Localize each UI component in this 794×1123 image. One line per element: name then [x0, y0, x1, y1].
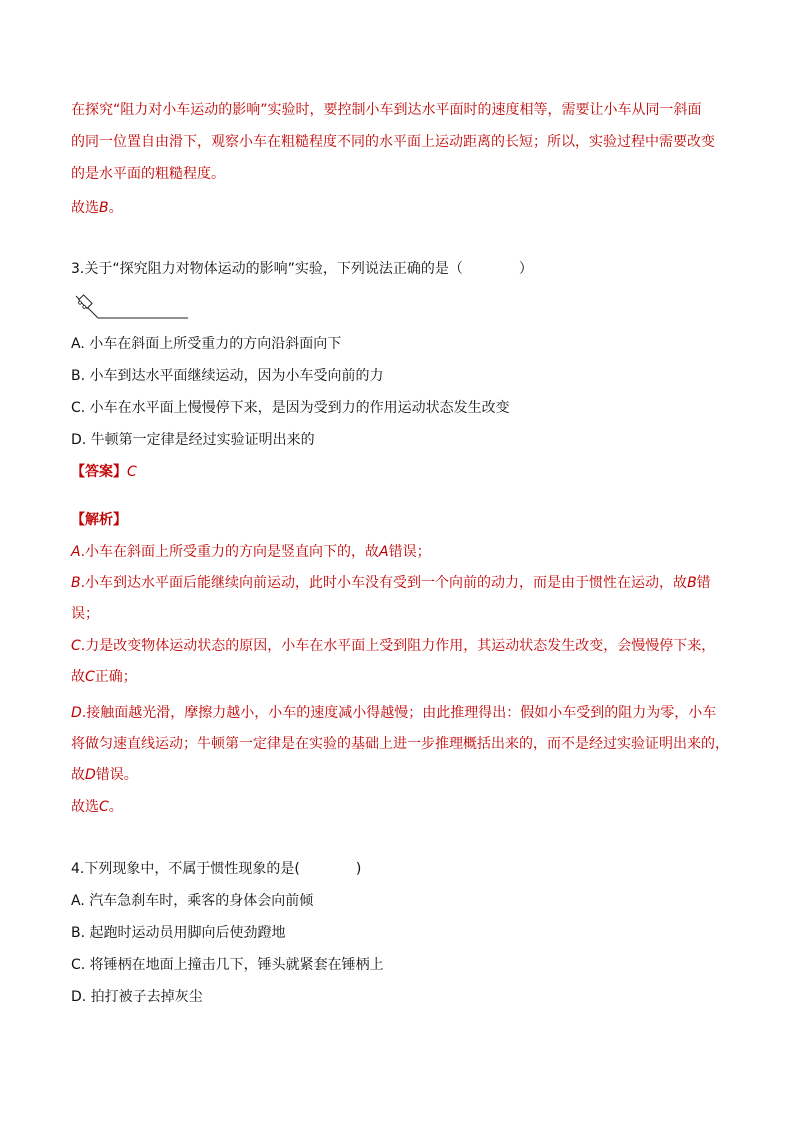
q3-analysis-label: 【解析】 [71, 512, 127, 528]
q3-stem: 3.关于“探究阻力对物体运动的影响”实验，下列说法正确的是（ ） [71, 261, 533, 277]
analysis-c-letter: C [71, 638, 81, 654]
q3-option-c: C. 小车在水平面上慢慢停下来，是因为受到力的作用运动状态发生改变 [71, 400, 510, 416]
conclusion-prefix: 故选 [71, 200, 99, 216]
conclusion-suffix: 。 [108, 799, 123, 815]
analysis-c-prefix: 故 [71, 669, 85, 685]
analysis-c-line-2 [71, 667, 137, 687]
analysis-c-line-1 [71, 636, 715, 656]
analysis-b-line-2: 误； [71, 606, 99, 622]
q4-option-b: B. 起跑时运动员用脚向后使劲蹬地 [71, 925, 286, 941]
q4-option-d: D. 拍打被子去掉灰尘 [71, 989, 203, 1005]
analysis-b-tail: 错 [696, 575, 711, 591]
conclusion-letter: C [99, 799, 109, 815]
q4-option-a: A. 汽车急刹车时，乘客的身体会向前倾 [71, 893, 314, 909]
analysis-d-tail: 错误。 [95, 767, 138, 783]
analysis-d-line-2: 将做匀速直线运动；牛顿第一定律是在实验的基础上进一步推理概括出来的，而不是经过实验证明出来的， [71, 736, 729, 752]
explanation-line-2: 的同一位置自由滑下，观察小车在粗糙程度不同的水平面上运动距离的长短；所以，实验过程中需要改变 [71, 134, 715, 150]
analysis-c-text: .力是改变物体运动状态的原因，小车在水平面上受到阻力作用，其运动状态发生改变，会慢慢停下来， [80, 638, 716, 654]
cart-shape [77, 295, 92, 310]
analysis-a-line [71, 542, 431, 562]
explanation-line-3: 的是水平面的粗糙程度。 [71, 166, 225, 182]
analysis-a-text: .小车在斜面上所受重力的方向是竖直向下的，故 [80, 544, 380, 560]
analysis-c-tail: 正确； [94, 669, 137, 685]
analysis-d-text: .接触面越光滑，摩擦力越小，小车的速度减小得越慢；由此推理得出：假如小车受到的阻力为零，小车 [81, 705, 717, 721]
analysis-d-letter-2: D [85, 767, 96, 783]
conclusion-letter: B [99, 200, 109, 216]
analysis-b-line-1 [71, 573, 711, 593]
analysis-d-prefix: 故 [71, 767, 85, 783]
prev-conclusion [71, 198, 123, 218]
analysis-d-line-3 [71, 765, 138, 785]
q3-option-d: D. 牛顿第一定律是经过实验证明出来的 [71, 432, 315, 448]
q3-conclusion [71, 797, 123, 817]
q3-option-a: A. 小车在斜面上所受重力的方向沿斜面向下 [71, 336, 342, 352]
analysis-b-letter: B [71, 575, 81, 591]
analysis-d-letter: D [71, 705, 82, 721]
q4-option-c: C. 将锤柄在地面上撞击几下，锤头就紧套在锤柄上 [71, 957, 384, 973]
explanation-line-1: 在探究“阻力对小车运动的影响”实验时，要控制小车到达水平面时的速度相等，需要让小车从同一斜面 [71, 102, 702, 118]
analysis-d-line-1 [71, 703, 716, 723]
q3-option-b: B. 小车到达水平面继续运动，因为小车受向前的力 [71, 368, 384, 384]
conclusion-prefix: 故选 [71, 799, 99, 815]
analysis-b-text: .小车到达水平面后能继续向前运动，此时小车没有受到一个向前的动力，而是由于惯性在运动，故 [80, 575, 688, 591]
answer-label: 【答案】 [71, 464, 127, 480]
q3-answer [71, 462, 137, 482]
analysis-b-letter-2: B [687, 575, 697, 591]
answer-value: C [127, 464, 137, 480]
analysis-a-tail: 错误； [388, 544, 431, 560]
incline-figure [72, 292, 192, 324]
q4-stem: 4.下列现象中，不属于惯性现象的是( ) [71, 861, 362, 877]
analysis-a-letter-2: A [379, 544, 389, 560]
conclusion-suffix: 。 [108, 200, 123, 216]
analysis-c-letter-2: C [85, 669, 95, 685]
analysis-a-letter: A [71, 544, 81, 560]
